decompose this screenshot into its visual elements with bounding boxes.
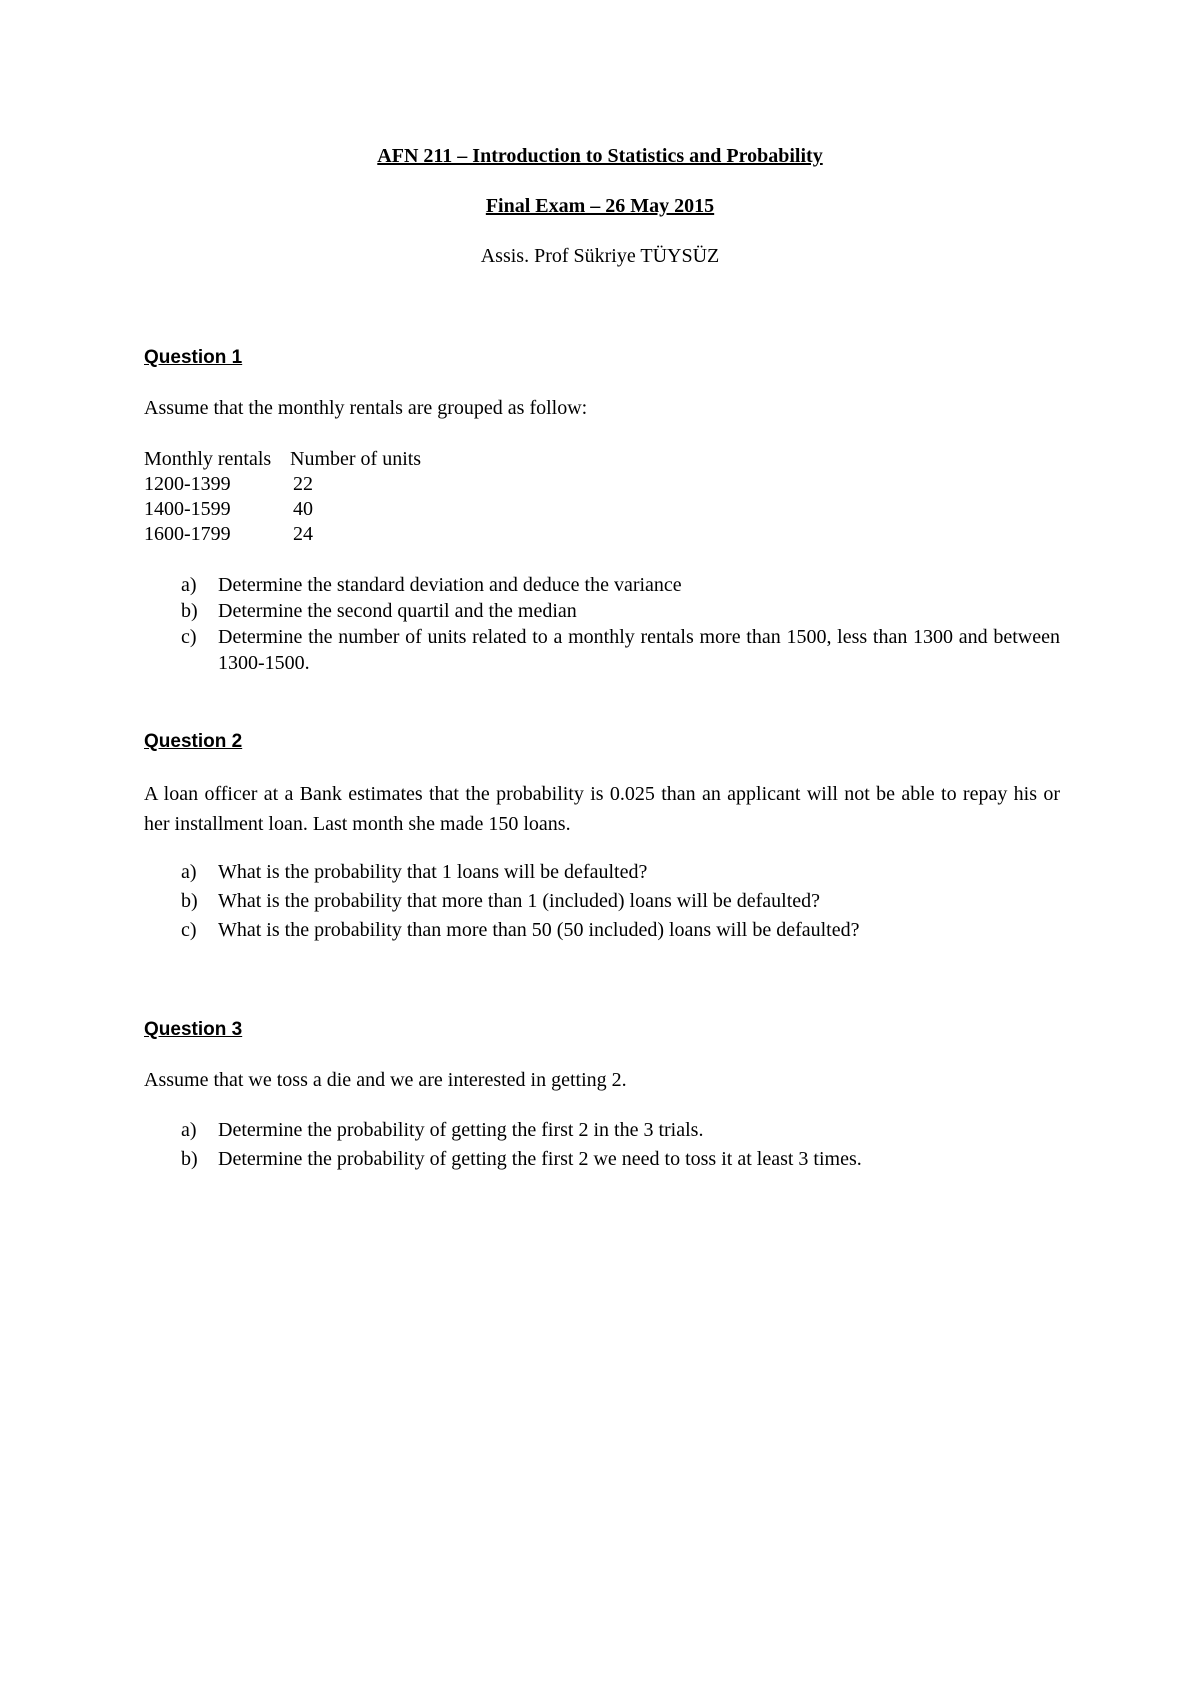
item-text: What is the probability that more than 1 (included) loans will be defaulted? (218, 890, 821, 912)
question-3-item-a (0, 1118, 1200, 1142)
item-marker: b) (181, 890, 198, 912)
instructor-name: Assis. Prof Sükriye TÜYSÜZ (480, 245, 720, 267)
question-2-item-c (0, 918, 1200, 942)
table-cell-units: 24 (293, 523, 313, 545)
table-cell-units: 22 (293, 473, 313, 495)
item-text: Determine the second quartil and the median (218, 600, 577, 622)
question-1-item-c (0, 625, 1200, 677)
question-2-heading: Question 2 (144, 731, 243, 752)
question-2-intro: A loan officer at a Bank estimates that the probability is 0.025 than an applicant will not be able to repay his or her installment loan. Last month she made 150 loans. (144, 783, 1060, 835)
question-3-intro: Assume that we toss a die and we are interested in getting 2. (144, 1069, 627, 1091)
item-text: What is the probability than more than 50 (50 included) loans will be defaulted? (218, 919, 860, 941)
table-cell-units: 40 (293, 498, 313, 520)
question-3-item-b (0, 1147, 1200, 1171)
item-marker: b) (181, 600, 198, 622)
course-title: AFN 211 – Introduction to Statistics and Probability (377, 145, 823, 167)
item-text: What is the probability that 1 loans will be defaulted? (218, 861, 648, 883)
table-cell-range: 1600-1799 (144, 523, 231, 545)
question-1-intro: Assume that the monthly rentals are grouped as follow: (144, 397, 588, 419)
question-3-heading: Question 3 (144, 1019, 243, 1040)
item-marker: c) (181, 626, 197, 648)
table-header-col-1: Monthly rentals (144, 448, 272, 470)
item-text: Determine the probability of getting the first 2 in the 3 trials. (218, 1119, 704, 1141)
item-marker: a) (181, 574, 197, 596)
question-1-item-a (0, 573, 1200, 597)
item-marker: a) (181, 861, 197, 883)
table-cell-range: 1200-1399 (144, 473, 231, 495)
question-2-item-a (0, 860, 1200, 884)
table-cell-range: 1400-1599 (144, 498, 231, 520)
question-1-item-b (0, 599, 1200, 623)
item-marker: b) (181, 1148, 198, 1170)
item-text: Determine the number of units related to a monthly rentals more than 1500, less than 1300 and between 1300-1500. (218, 626, 1060, 674)
question-2-item-b (0, 889, 1200, 913)
item-text: Determine the probability of getting the first 2 we need to toss it at least 3 times. (218, 1148, 862, 1170)
question-1-heading: Question 1 (144, 347, 243, 368)
table-header-col-2: Number of units (290, 448, 422, 470)
item-marker: c) (181, 919, 197, 941)
item-marker: a) (181, 1119, 197, 1141)
exam-title: Final Exam – 26 May 2015 (485, 195, 715, 217)
item-text: Determine the standard deviation and deduce the variance (218, 574, 682, 596)
